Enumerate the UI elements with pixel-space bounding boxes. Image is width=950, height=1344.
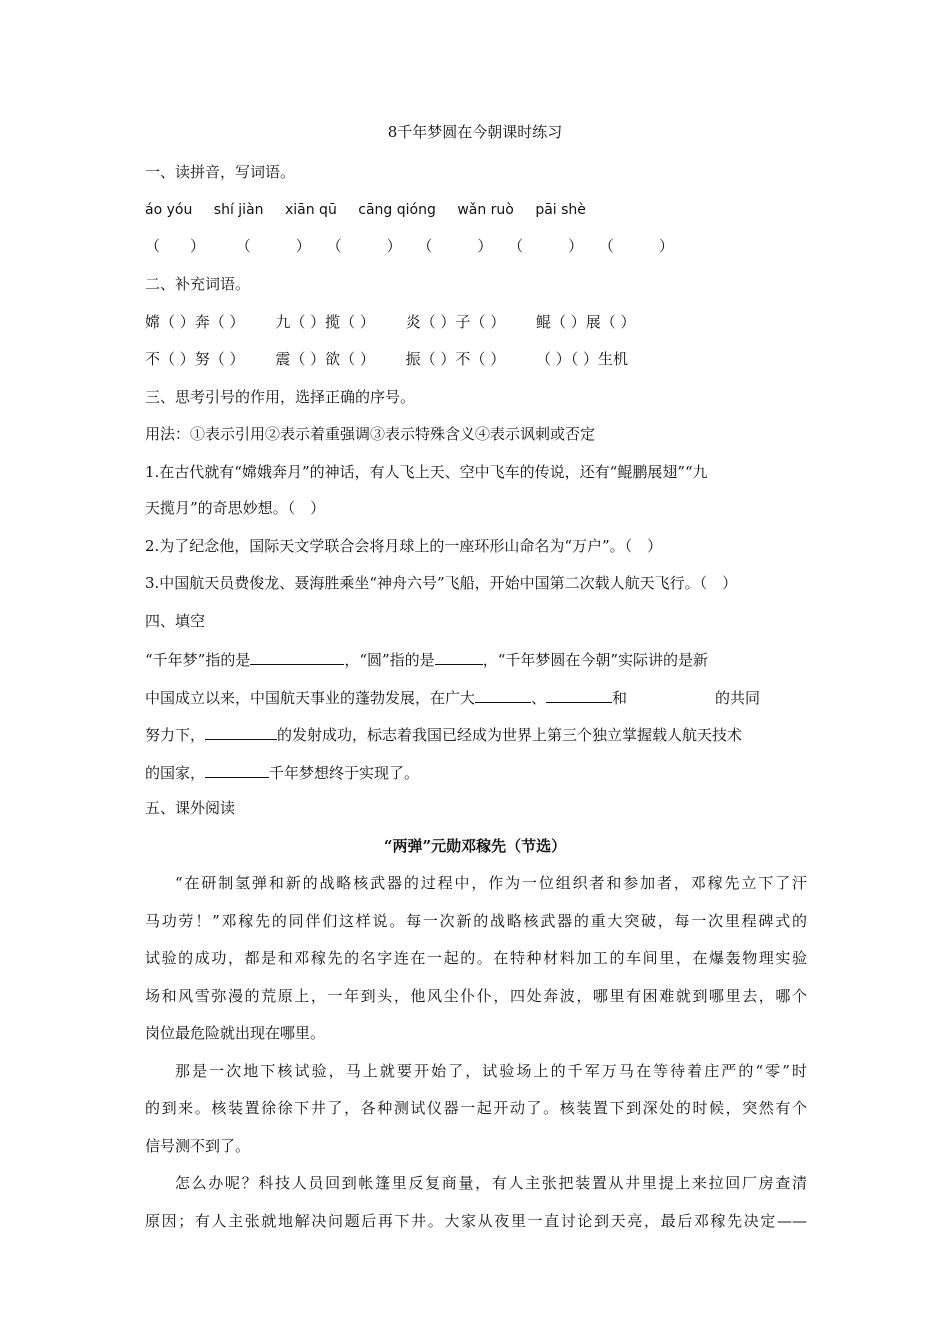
pinyin-6: pāi shè bbox=[535, 202, 586, 218]
fill-text: “千年梦”指的是 bbox=[145, 651, 251, 669]
answer-paren-5: （ ） bbox=[508, 237, 584, 255]
quote-usage-list: 用法：①表示引用②表示着重强调③表示特殊含义④表示讽刺或否定 bbox=[145, 425, 596, 443]
page-title: 8千年梦圆在今朝课时练习 bbox=[387, 123, 563, 141]
question-3: 3.中国航天员费俊龙、聂海胜乘坐“神舟六号”飞船，开始中国第二次载人航天飞行。（ ） bbox=[145, 574, 738, 592]
answer-parens-row bbox=[145, 236, 685, 256]
idiom-item: 不（ ）努（ ） bbox=[145, 350, 245, 368]
answer-blank[interactable] bbox=[205, 723, 277, 740]
idiom-item: 九（ ）揽（ ） bbox=[275, 313, 375, 331]
pinyin-5: wǎn ruò bbox=[457, 202, 514, 218]
article-line: 那是一次地下核试验，马上就要开始了，试验场上的千军万马在等待着庄严的“零”时 bbox=[175, 1062, 807, 1080]
article-line: 的到来。核装置徐徐下井了，各种测试仪器一起开动了。核装置下到深处的时候，突然有个 bbox=[145, 1099, 807, 1117]
article-line: 原因；有人主张就地解决问题后再下井。大家从夜里一直讨论到天亮，最后邓稼先决定—— bbox=[145, 1212, 807, 1230]
section-2-heading: 二、补充词语。 bbox=[145, 275, 251, 293]
idiom-item: 震（ ）欲（ ） bbox=[275, 350, 375, 368]
answer-blank[interactable] bbox=[205, 761, 269, 778]
article-line: 岗位最危险就出现在哪里。 bbox=[145, 1024, 326, 1042]
fill-text: 千年梦想终于实现了。 bbox=[269, 764, 420, 782]
section-3-heading: 三、思考引号的作用，选择正确的序号。 bbox=[145, 388, 416, 406]
answer-paren-4: （ ） bbox=[417, 237, 493, 255]
fill-line-3 bbox=[145, 723, 742, 745]
fill-line-1 bbox=[145, 648, 708, 670]
fill-text: 和 bbox=[612, 689, 628, 707]
pinyin-row bbox=[145, 200, 603, 220]
fill-text: 努力下， bbox=[145, 726, 206, 744]
answer-blank[interactable] bbox=[435, 648, 483, 665]
fill-text: ，“圆”指的是 bbox=[344, 651, 435, 669]
fill-line-2 bbox=[145, 686, 760, 708]
article-line: “在研制氢弹和新的战略核武器的过程中，作为一位组织者和参加者，邓稼先立下了汗 bbox=[175, 874, 807, 892]
pinyin-4: cāng qióng bbox=[358, 202, 436, 218]
fill-text: 的发射成功，标志着我国已经成为世界上第三个独立掌握载人航天技术 bbox=[277, 726, 743, 744]
answer-paren-1: （ ） bbox=[145, 237, 206, 255]
article-title: “两弹”元勋邓稼先（节选） bbox=[383, 837, 567, 855]
answer-paren-2: （ ） bbox=[235, 237, 311, 255]
answer-blank[interactable] bbox=[250, 648, 344, 665]
answer-blank[interactable] bbox=[546, 686, 612, 703]
pinyin-3: xiān qū bbox=[284, 202, 337, 218]
answer-paren-3: （ ） bbox=[326, 237, 402, 255]
idiom-item: 振（ ）不（ ） bbox=[405, 350, 506, 368]
idiom-row-2 bbox=[145, 349, 654, 369]
fill-line-4 bbox=[145, 761, 419, 783]
answer-blank[interactable] bbox=[475, 686, 531, 703]
fill-text: 、 bbox=[531, 689, 547, 707]
pinyin-1: áo yóu bbox=[145, 202, 193, 218]
answer-paren-6: （ ） bbox=[598, 237, 674, 255]
idiom-row-1 bbox=[145, 312, 662, 332]
question-2: 2.为了纪念他，国际天文学联合会将月球上的一座环形山命名为“万户”。（ ） bbox=[145, 537, 663, 555]
article-line: 怎么办呢？科技人员回到帐篷里反复商量，有人主张把装置从井里提上来拉回厂房查清 bbox=[175, 1174, 807, 1192]
section-5-heading: 五、课外阅读 bbox=[145, 799, 236, 817]
fill-text: 的共同 bbox=[715, 689, 761, 707]
article-line: 场和风雪弥漫的荒原上，一年到头，他风尘仆仆，四处奔波，哪里有困难就到哪里去，哪个 bbox=[145, 987, 807, 1005]
idiom-item: 鲲（ ）展（ ） bbox=[535, 313, 636, 331]
idiom-item: 嫦（ ）奔（ ） bbox=[145, 313, 245, 331]
question-1-line-1: 1.在古代就有“嫦娥奔月”的神话，有人飞上天、空中飞车的传说，还有“鲲鹏展翅”“九 bbox=[145, 463, 708, 481]
question-1-line-2: 天揽月”的奇思妙想。（ ） bbox=[145, 499, 326, 517]
section-1-heading: 一、读拼音，写词语。 bbox=[145, 163, 296, 181]
fill-text: ，“千年梦圆在今朝”实际讲的是新 bbox=[482, 651, 709, 669]
article-line: 马功劳！”邓稼先的同伴们这样说。每一次新的战略核武器的重大突破，每一次里程碑式的 bbox=[145, 912, 807, 930]
article-line: 信号测不到了。 bbox=[145, 1137, 251, 1155]
fill-text: 的国家， bbox=[145, 764, 206, 782]
fill-text: 中国成立以来，中国航天事业的蓬勃发展，在广大 bbox=[145, 689, 476, 707]
article-line: 试验的成功，都是和邓稼先的名字连在一起的。在特种材料加工的车间里，在爆轰物理实验 bbox=[145, 949, 807, 967]
pinyin-2: shí jiàn bbox=[213, 202, 264, 218]
idiom-item: （ ）（ ）生机 bbox=[535, 350, 629, 368]
idiom-item: 炎（ ）子（ ） bbox=[405, 313, 506, 331]
section-4-heading: 四、填空 bbox=[145, 612, 206, 630]
